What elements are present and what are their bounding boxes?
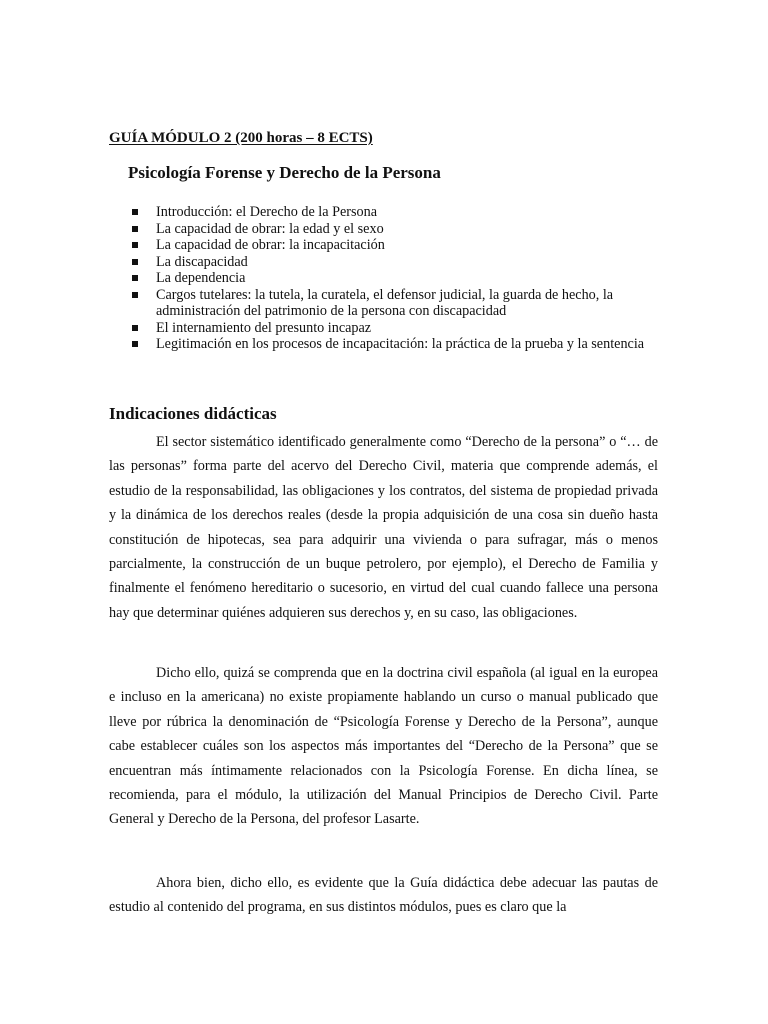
topic-text: La dependencia [156, 270, 246, 286]
body-paragraph: Dicho ello, quizá se comprenda que en la doctrina civil española (al igual en la europea e incluso en la americana) no existe propiamente hablando un curso o manual publicado que lleve por rúbrica la denominación de “Psicología Forense y Derecho de la Persona”, aunque cabe establecer cuáles son los aspectos más importantes del “Derecho de la Persona” que se encuentran más íntimamente relacionados con la Psicología Forense. En dicha línea, se recomienda, para el módulo, la utilización del Manual Principios de Derecho Civil. Parte General y Derecho de la Persona, del profesor Lasarte. [109, 665, 658, 828]
square-bullet-icon [132, 325, 138, 331]
topic-text: La capacidad de obrar: la incapacitación [156, 237, 385, 253]
square-bullet-icon [132, 242, 138, 248]
course-title: Psicología Forense y Derecho de la Persona [128, 163, 441, 182]
square-bullet-icon [132, 209, 138, 215]
list-item [132, 270, 672, 287]
list-item [132, 254, 672, 271]
square-bullet-icon [132, 226, 138, 232]
topic-text: La capacidad de obrar: la edad y el sexo [156, 220, 384, 237]
topic-text: Introducción: el Derecho de la Persona [156, 204, 378, 220]
list-item [132, 204, 672, 221]
topic-text: Cargos tutelares: la tutela, la curatela, el defensor judicial, la guarda de hecho, la administración del patrimonio de la persona con discapacidad [156, 286, 614, 319]
list-item [132, 221, 672, 238]
square-bullet-icon [132, 292, 138, 298]
square-bullet-icon [132, 275, 138, 281]
list-item [132, 237, 672, 254]
body-paragraph: Ahora bien, dicho ello, es evidente que la Guía didáctica debe adecuar las pautas de estudio al contenido del programa, en sus distintos módulos, pues es claro que la [109, 875, 658, 916]
square-bullet-icon [132, 259, 138, 265]
topic-list [132, 204, 672, 353]
module-heading: GUÍA MÓDULO 2 (200 horas – 8 ECTS) [109, 130, 373, 146]
topic-text: El internamiento del presunto incapaz [156, 319, 372, 336]
list-item [132, 336, 672, 353]
topic-text: Legitimación en los procesos de incapacitación: la práctica de la prueba y la sentencia [156, 336, 645, 352]
section-heading: Indicaciones didácticas [109, 404, 277, 423]
list-item [132, 320, 672, 337]
body-paragraph: El sector sistemático identificado generalmente como “Derecho de la persona” o “… de las personas” forma parte del acervo del Derecho Civil, materia que comprende además, el estudio de la responsabilidad, las obligaciones y los contratos, del sistema de propiedad privada y la dinámica de los derechos reales (desde la propia adquisición de una cosa sin dueño hasta constitución de hipotecas, sea para adquirir una vivienda o para sufragar, más o menos parcialmente, la construcción de un buque petrolero, por ejemplo), el Derecho de Familia y finalmente el fenómeno hereditario o sucesorio, en virtud del cual cuando fallece una persona hay que determinar quiénes adquieren sus derechos y, en su caso, las obligaciones. [109, 434, 658, 621]
list-item [132, 287, 672, 320]
square-bullet-icon [132, 341, 138, 347]
topic-text: La discapacidad [156, 253, 248, 270]
